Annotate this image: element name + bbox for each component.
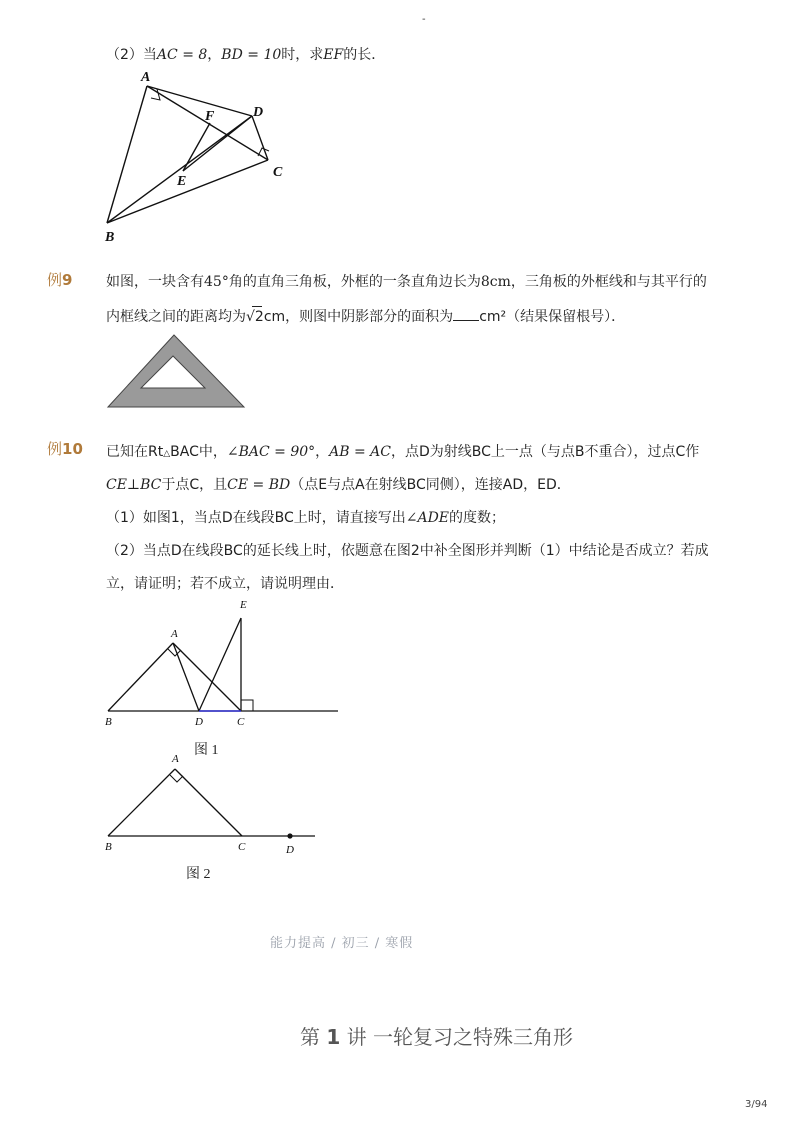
chapter-name: 讲 一轮复习之特殊三角形 [346,1025,573,1049]
ex9-l1a: 如图，一块含有 [106,274,204,290]
label-d: D [253,105,264,120]
q2-eq-bd: BD = 10 [221,47,282,63]
segment-de-1 [199,618,241,711]
footer-course-meta: 能力提高 / 初三 / 寒假 [270,936,414,951]
ex10-eq: AB = AC [329,444,392,460]
fig1-label-b: B [105,716,112,728]
figure-1-caption: 图 1 [194,743,219,758]
figure-triangle-ruler [104,332,250,412]
ex9-l2a: 内框线之间的距离均为 [106,309,246,325]
ex9-l1b: 角的直角三角板，外框的一条直角边长为 [228,274,481,290]
figure-1 [100,596,350,732]
example-10-line-2 [106,475,571,495]
chapter-prefix: 第 [300,1025,320,1049]
sqrt-two [246,307,264,327]
page-number: 3/94 [745,1099,768,1110]
segment-ab-2 [108,769,175,836]
figure-2 [100,748,330,860]
label-c: C [273,165,283,180]
segment-bd [107,116,252,223]
ex10-l1a: 已知在Rt [106,444,164,460]
segment-ac-1 [173,643,241,711]
fig2-label-d: D [286,844,294,856]
right-angle-mark-a1 [168,649,181,656]
figure-quadrilateral [95,68,305,248]
segment-bc [107,160,268,223]
sqrt-bar [252,306,262,307]
example-9-line-1 [106,272,707,292]
point-d [287,833,292,838]
ex10-l2a: 于点C，且 [161,477,228,493]
label-b: B [105,230,115,245]
ex10-l1b: BAC中， [170,444,227,460]
example-10-prefix: 例 [47,440,63,458]
q2-ef: EF [323,47,344,63]
q2-prefix: （2）当 [106,47,157,63]
example-9-prefix: 例 [47,271,63,289]
example-10-label [47,438,83,459]
fig2-label-c: C [238,841,246,853]
ex10-perp: CE⊥BC [106,477,162,493]
example-10-line-5: 立，请证明；若不成立，请说明理由． [106,576,344,592]
chapter-title [300,1021,573,1050]
example-10-line-4: （2）当点D在线段BC的延长线上时，依题意在图2中补全图形并判断（1）中结论是否成立？若成 [106,543,709,559]
ex9-l2c: cm²（结果保留根号）． [479,309,626,325]
segment-ad-1 [173,643,199,711]
segment-ab [107,86,147,223]
answer-blank [453,306,479,321]
fig2-label-a: A [172,753,179,765]
ex10-angle: ∠BAC = 90° [226,444,316,460]
label-a: A [141,70,151,85]
right-angle-mark-c1 [241,700,253,711]
label-f: F [205,109,215,124]
fig1-label-e: E [240,599,247,611]
ex10-l3b: 的度数； [449,510,506,526]
ex10-l1d: ，点D为射线BC上一点（与点B不重合），过点C作 [391,444,700,460]
chapter-number: 1 [326,1025,341,1049]
figure-2-caption: 图 2 [186,867,211,882]
example-10-line-3 [106,508,505,528]
segment-dc [252,116,268,160]
header-mark: - [422,14,426,25]
ex9-l2b: cm，则图中阴影部分的面积为 [263,309,454,325]
fig1-label-d: D [195,716,203,728]
example-9-label [47,269,72,290]
fig1-label-c: C [237,716,245,728]
ex10-ce-bd: CE = BD [227,477,291,493]
segment-ef [183,123,210,171]
question-2-text [106,45,385,65]
ex9-angle: 45° [204,274,229,290]
example-10-line-1 [106,442,699,464]
fig2-label-b: B [105,841,112,853]
fig1-label-a: A [171,628,178,640]
ex9-len: 8cm [480,274,511,290]
ex10-l3a: （1）如图1，当点D在线段BC上时，请直接写出 [106,510,406,526]
sqrt-sign: √ [246,309,255,325]
q2-suffix: 的长． [343,47,386,63]
ex10-ade: ∠ADE [405,510,450,526]
ex10-triangle-sign: △ [163,449,171,459]
segment-ac-2 [175,769,242,836]
segment-ab-1 [108,643,173,711]
ruler-shaded-area [108,335,244,407]
ex10-l1c: ， [315,444,330,460]
example-9-number: 9 [62,271,73,289]
example-9-line-2 [106,306,625,327]
q2-sep: ， [207,47,222,63]
q2-mid: 时，求 [281,47,324,63]
q2-eq-ac: AC = 8 [156,47,208,63]
segment-ad [147,86,252,116]
ex9-l1c: ，三角板的外框线和与其平行的 [510,274,707,290]
sqrt-num: 2 [254,309,264,325]
right-angle-mark-a2 [170,775,183,782]
example-10-number: 10 [62,440,83,458]
ex10-l2b: （点E与点A在射线BC同侧），连接AD，ED． [290,477,571,493]
label-e: E [177,174,187,189]
